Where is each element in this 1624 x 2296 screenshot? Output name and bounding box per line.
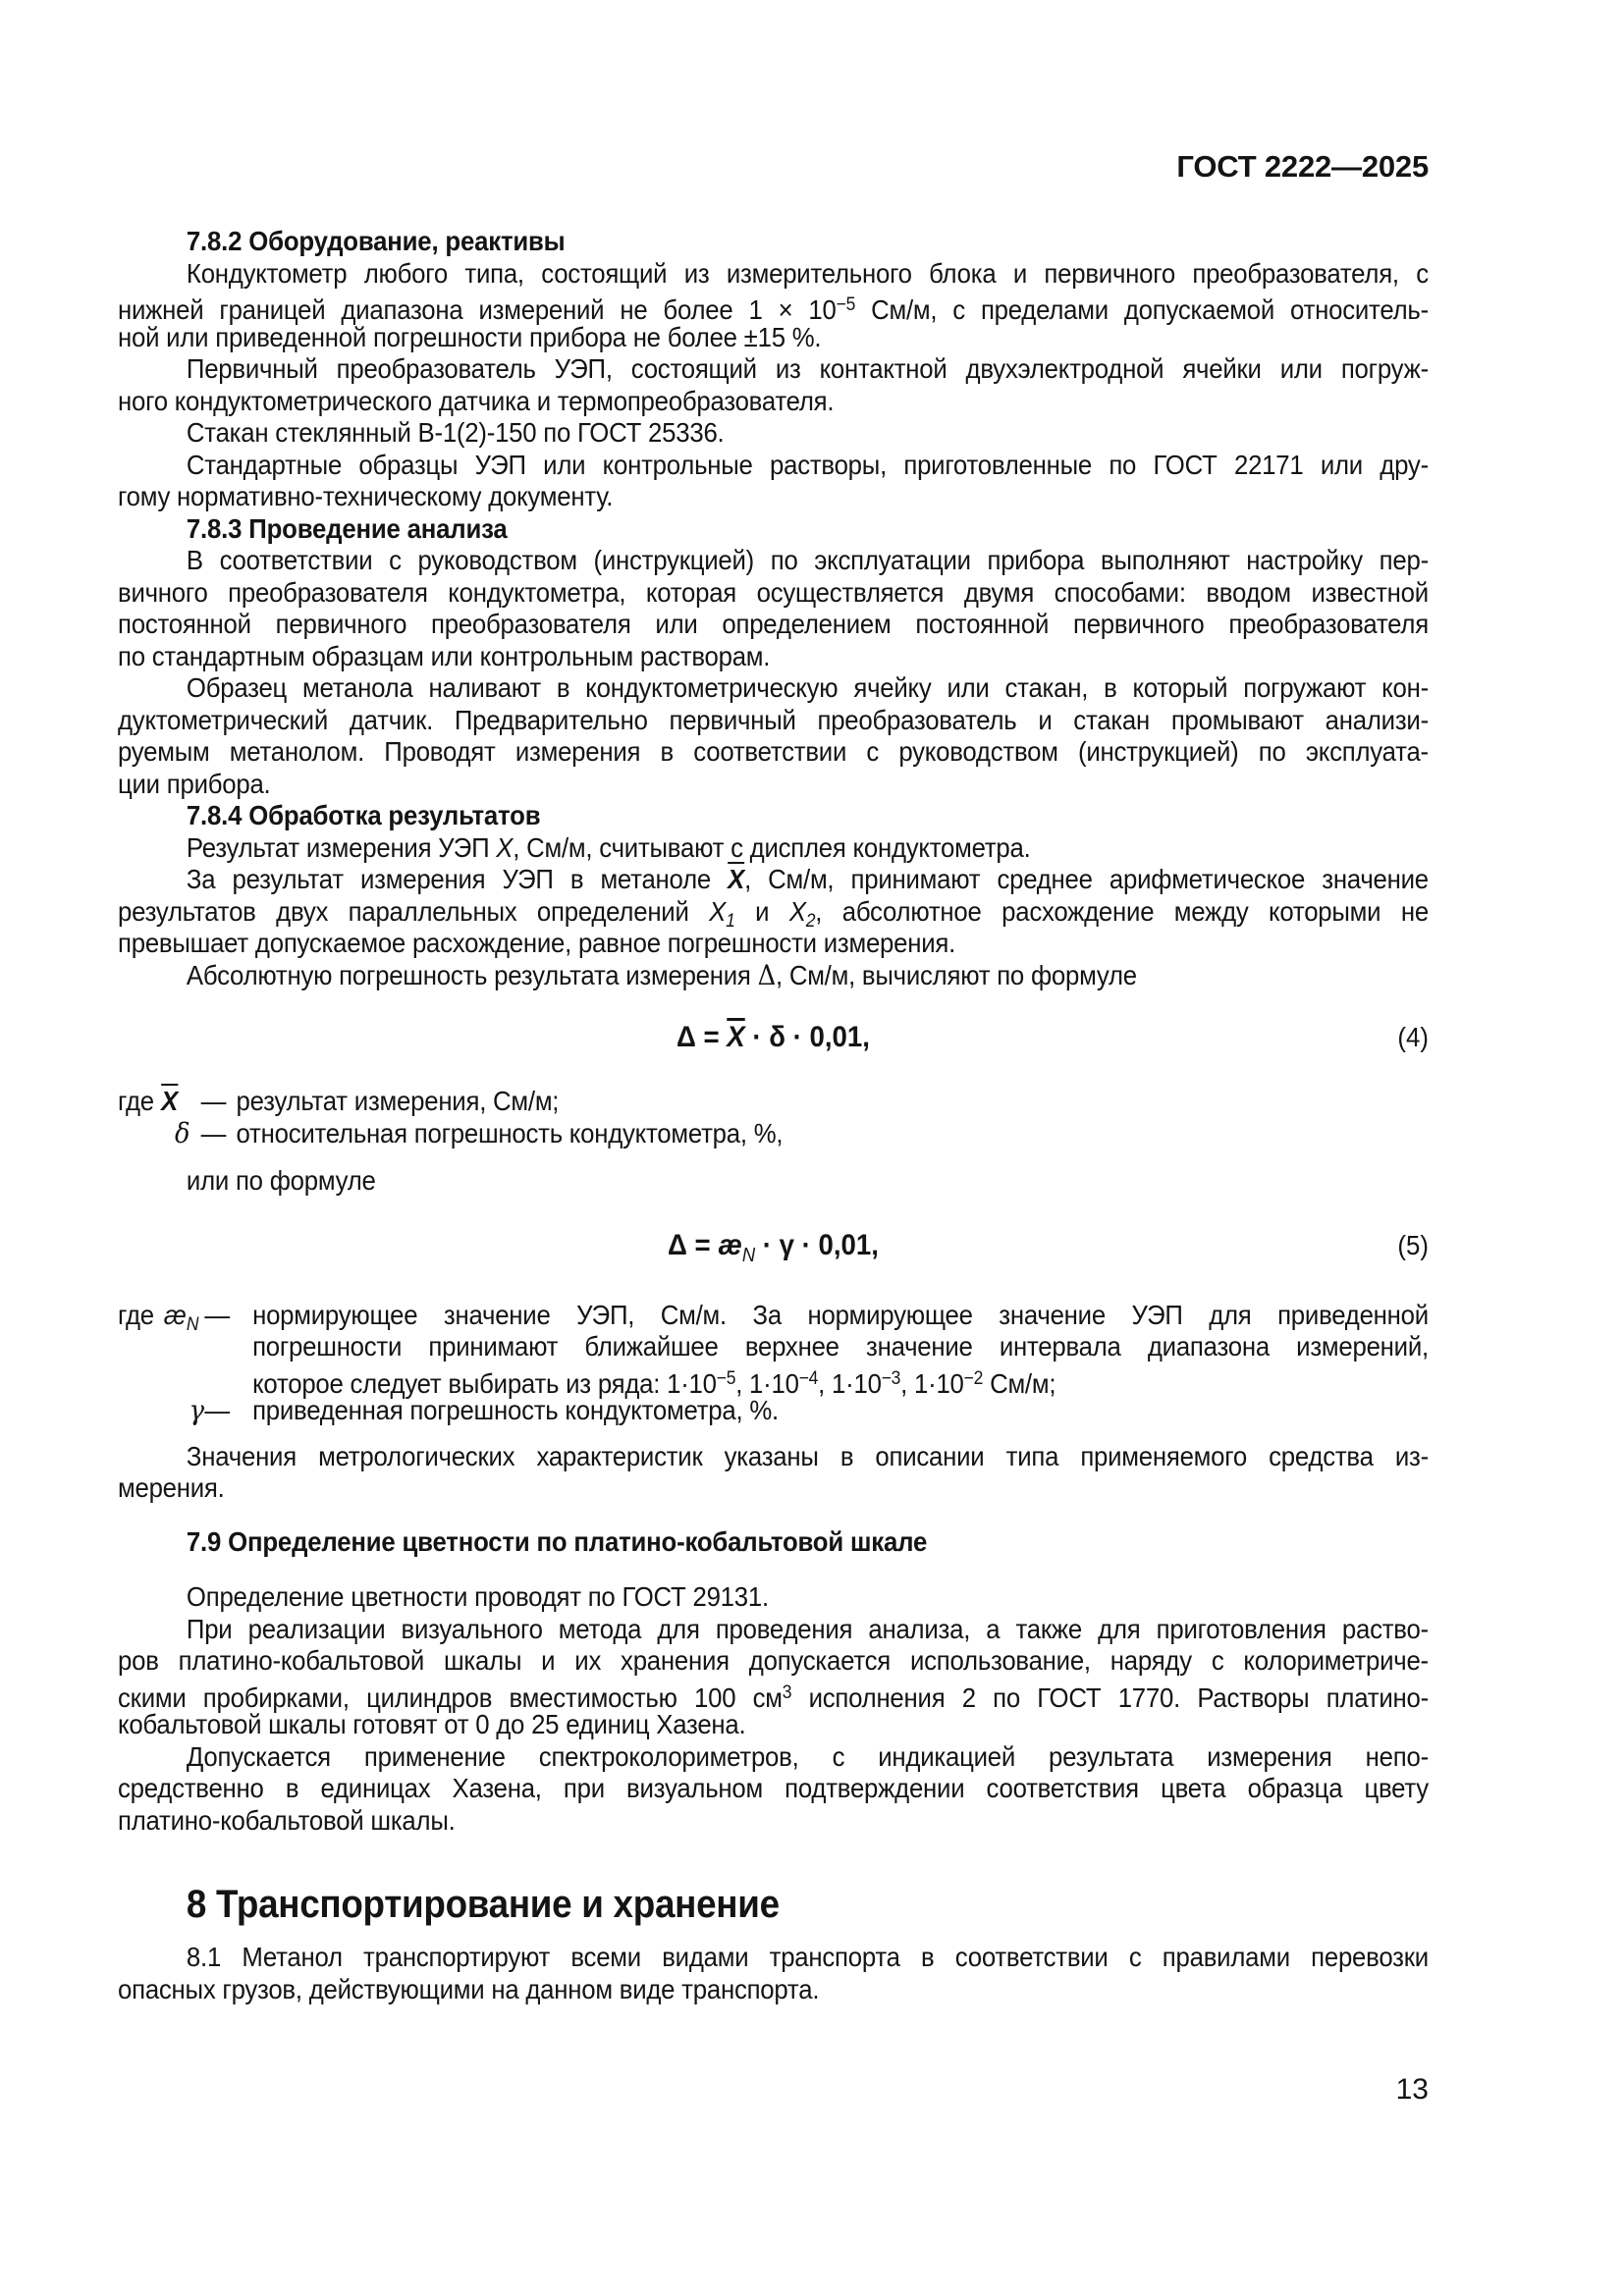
definition-dash: — [204, 1299, 231, 1330]
text-line: В соответствии с руководством (инструкцией) по эксплуатации прибора выполняют настройку пер- [186, 545, 1429, 575]
section-heading: 7.8.2 Оборудование, реактивы [186, 226, 566, 256]
styled-text: æ [718, 1228, 742, 1261]
text-line: результатов двух параллельных определений $X_1$ и $X_2$, абсолютное расхождение между которыми не [118, 895, 1429, 932]
styled-text: Δ = [677, 1021, 728, 1053]
text-line: За результат измерения УЭП в метаноле $\overline{X}$, См/м, принимают среднее арифметическое значение [186, 864, 1429, 894]
text-line: Абсолютную погрешность результата измерения Δ, См/м, вычисляют по формуле [186, 958, 1137, 991]
styled-text: Δ [757, 958, 776, 991]
text-line: При реализации визуального метода для проведения анализа, а также для приготовления раство- [186, 1613, 1429, 1644]
text-line: ции прибора. [118, 768, 271, 799]
text-line: нормирующее значение УЭП, См/м. За нормирующее значение УЭП для приведенной [252, 1299, 1429, 1330]
styled-text: · δ · 0,01, [744, 1021, 870, 1053]
styled-text: −4 [798, 1367, 819, 1389]
section-heading: 7.8.3 Проведение анализа [186, 512, 508, 544]
styled-text: $\overline{X}$ [728, 864, 745, 894]
paragraph [118, 960, 1429, 992]
text-line: ной или приведенной погрешности прибора не более ±15 %. [118, 321, 822, 352]
text-line: приведенная погрешность кондуктометра, %. [252, 1395, 779, 1425]
text-line: вичного преобразователя кондуктометра, которая осуществляется двумя способами: вводом известной [118, 576, 1429, 608]
styled-text: Δ = [667, 1228, 719, 1261]
styled-text: −3 [881, 1367, 901, 1389]
text-line: Допускается применение спектроколориметров, с индикацией результата измерения непо- [186, 1740, 1429, 1772]
styled-text: X [496, 831, 514, 863]
styled-text: N [741, 1244, 756, 1266]
text-line: руемым метанолом. Проводят измерения в соответствии с руководством (инструкцией) по эксплуата- [118, 736, 1429, 767]
definition-dash: — [200, 1117, 227, 1148]
styled-text: −5 [716, 1367, 736, 1389]
formula [118, 1227, 1429, 1264]
definition-list [118, 1300, 1429, 1427]
text-line: мерения. [118, 1472, 225, 1503]
definition-row [118, 1086, 1429, 1118]
styled-text: · γ · 0,01, [755, 1228, 879, 1261]
text-line: платино-кобальтовой шкалы. [118, 1804, 456, 1836]
paragraph [118, 1165, 1429, 1198]
text-line: Стакан стеклянный В-1(2)-150 по ГОСТ 25336. [186, 417, 725, 448]
text-line: или по формуле [186, 1165, 376, 1196]
formula-expression [667, 1228, 879, 1266]
styled-text: −2 [963, 1367, 984, 1389]
text-line: скими пробирками, цилиндров вместимостью 100 $см^3$ исполнения 2 по ГОСТ 1770. Растворы платино- [118, 1682, 1429, 1713]
text-line: Значения метрологических характеристик указаны в описании типа применяемого средства из- [186, 1440, 1429, 1471]
document-header: ГОСТ 2222—2025 [1176, 149, 1429, 184]
styled-text: 3 [782, 1682, 792, 1703]
styled-text: X [788, 895, 806, 927]
paragraph [118, 1614, 1429, 1741]
definition-term [163, 1299, 199, 1335]
definition-term [161, 1086, 178, 1118]
section-heading: 8 Транспортирование и хранение [186, 1883, 780, 1926]
definition-row [118, 1299, 1429, 1399]
definition-term [175, 1118, 190, 1150]
text-line: по стандартным образцам или контрольным растворам. [118, 640, 771, 671]
text-line: Образец метанола наливают в кондуктометрическую ячейку или стакан, в который погружают кон- [186, 672, 1429, 703]
text-line: которое следует выбирать из ряда: $1\cdot 10^{-5}$, $1\cdot 10^{-4}$, $1\cdot 10^{-3}$, $1\cdot 10^{-2}$ См/м; [252, 1367, 1056, 1399]
document-body [118, 226, 1429, 2005]
paragraph [118, 832, 1429, 865]
paragraph [118, 545, 1429, 672]
definition-prefix: где [118, 1086, 154, 1116]
formula-expression [677, 1021, 870, 1053]
definition-text [252, 1299, 1429, 1399]
paragraph [118, 353, 1429, 417]
definition-prefix: где [118, 1299, 154, 1330]
text-line: дуктометрический датчик. Предварительно первичный преобразователь и стакан промывают анализи- [118, 704, 1429, 735]
paragraph [118, 1942, 1429, 2005]
definition-row [118, 1395, 1429, 1427]
paragraph [118, 1441, 1429, 1505]
paragraph [118, 864, 1429, 960]
text-line: гому нормативно-техническому документу. [118, 481, 614, 511]
formula-number: (5) [1397, 1229, 1429, 1260]
paragraph [118, 258, 1429, 354]
text-line: Определение цветности проводят по ГОСТ 29131. [186, 1581, 769, 1612]
text-line: нижней границей диапазона измерений не более $1 \times 10^{-5}$ См/м, с пределами допускаемой относитель- [118, 294, 1429, 325]
paragraph [118, 450, 1429, 513]
styled-text: δ [174, 1116, 190, 1149]
page-number: 13 [1395, 2073, 1429, 2106]
styled-text: $\overline{X}$ [727, 1021, 745, 1053]
styled-text: 2 [805, 910, 816, 932]
definition-term [189, 1395, 204, 1427]
styled-text: −5 [836, 294, 856, 315]
definition-row [118, 1118, 1429, 1150]
text-line: кобальтовой шкалы готовят от 0 до 25 единиц Хазена. [118, 1709, 746, 1739]
definition-text [237, 1086, 1429, 1118]
definition-text [252, 1395, 1429, 1427]
text-line: ного кондуктометрического датчика и термопреобразователя. [118, 385, 835, 416]
paragraph [118, 1581, 1429, 1614]
text-line: ров платино-кобальтовой шкалы и их хранения допускается использование, наряду с колориметриче- [118, 1645, 1429, 1676]
styled-text: γ [189, 1394, 205, 1426]
section-heading: 7.9 Определение цветности по платино-кобальтовой шкале [186, 1525, 928, 1557]
formula [118, 1019, 1429, 1056]
styled-text: $\overline{X}$ [161, 1086, 179, 1116]
text-line: средственно в единицах Хазена, при визуальном подтверждении соответствия цвета образца цвету [118, 1773, 1429, 1803]
definition-list [118, 1086, 1429, 1149]
text-line: Стандартные образцы УЭП или контрольные растворы, приготовленные по ГОСТ 22171 или дру- [186, 449, 1429, 480]
styled-text: æ [163, 1299, 187, 1330]
section-heading: 7.8.4 Обработка результатов [186, 800, 541, 830]
definition-dash: — [200, 1086, 227, 1116]
definition-dash: — [204, 1395, 231, 1425]
text-line: погрешности принимают ближайшее верхнее значение интервала диапазона измерений, [252, 1331, 1429, 1362]
formula-number: (4) [1397, 1022, 1429, 1052]
styled-text: 1 [726, 910, 735, 932]
text-line: относительная погрешность кондуктометра, %, [236, 1117, 784, 1148]
text-line: результат измерения, См/м; [236, 1086, 560, 1116]
text-line: Результат измерения УЭП X, См/м, считывают с дисплея кондуктометра. [186, 831, 1031, 863]
paragraph [118, 417, 1429, 450]
text-line: постоянной первичного преобразователя или определением постоянной первичного преобразователя [118, 609, 1429, 639]
text-line: опасных грузов, действующими на данном виде транспорта. [118, 1973, 820, 2004]
text-line: 8.1 Метанол транспортируют всеми видами транспорта в соответствии с правилами перевозки [186, 1942, 1429, 1972]
styled-text: N [186, 1313, 199, 1335]
paragraph [118, 672, 1429, 800]
paragraph [118, 1741, 1429, 1838]
text-line: Первичный преобразователь УЭП, состоящий из контактной двухэлектродной ячейки или погруж- [186, 353, 1429, 384]
styled-text: X [709, 895, 727, 927]
text-line: превышает допускаемое расхождение, равное погрешности измерения. [118, 928, 956, 958]
text-line: Кондуктометр любого типа, состоящий из измерительного блока и первичного преобразователя, с [186, 257, 1429, 289]
definition-text [237, 1118, 1429, 1150]
